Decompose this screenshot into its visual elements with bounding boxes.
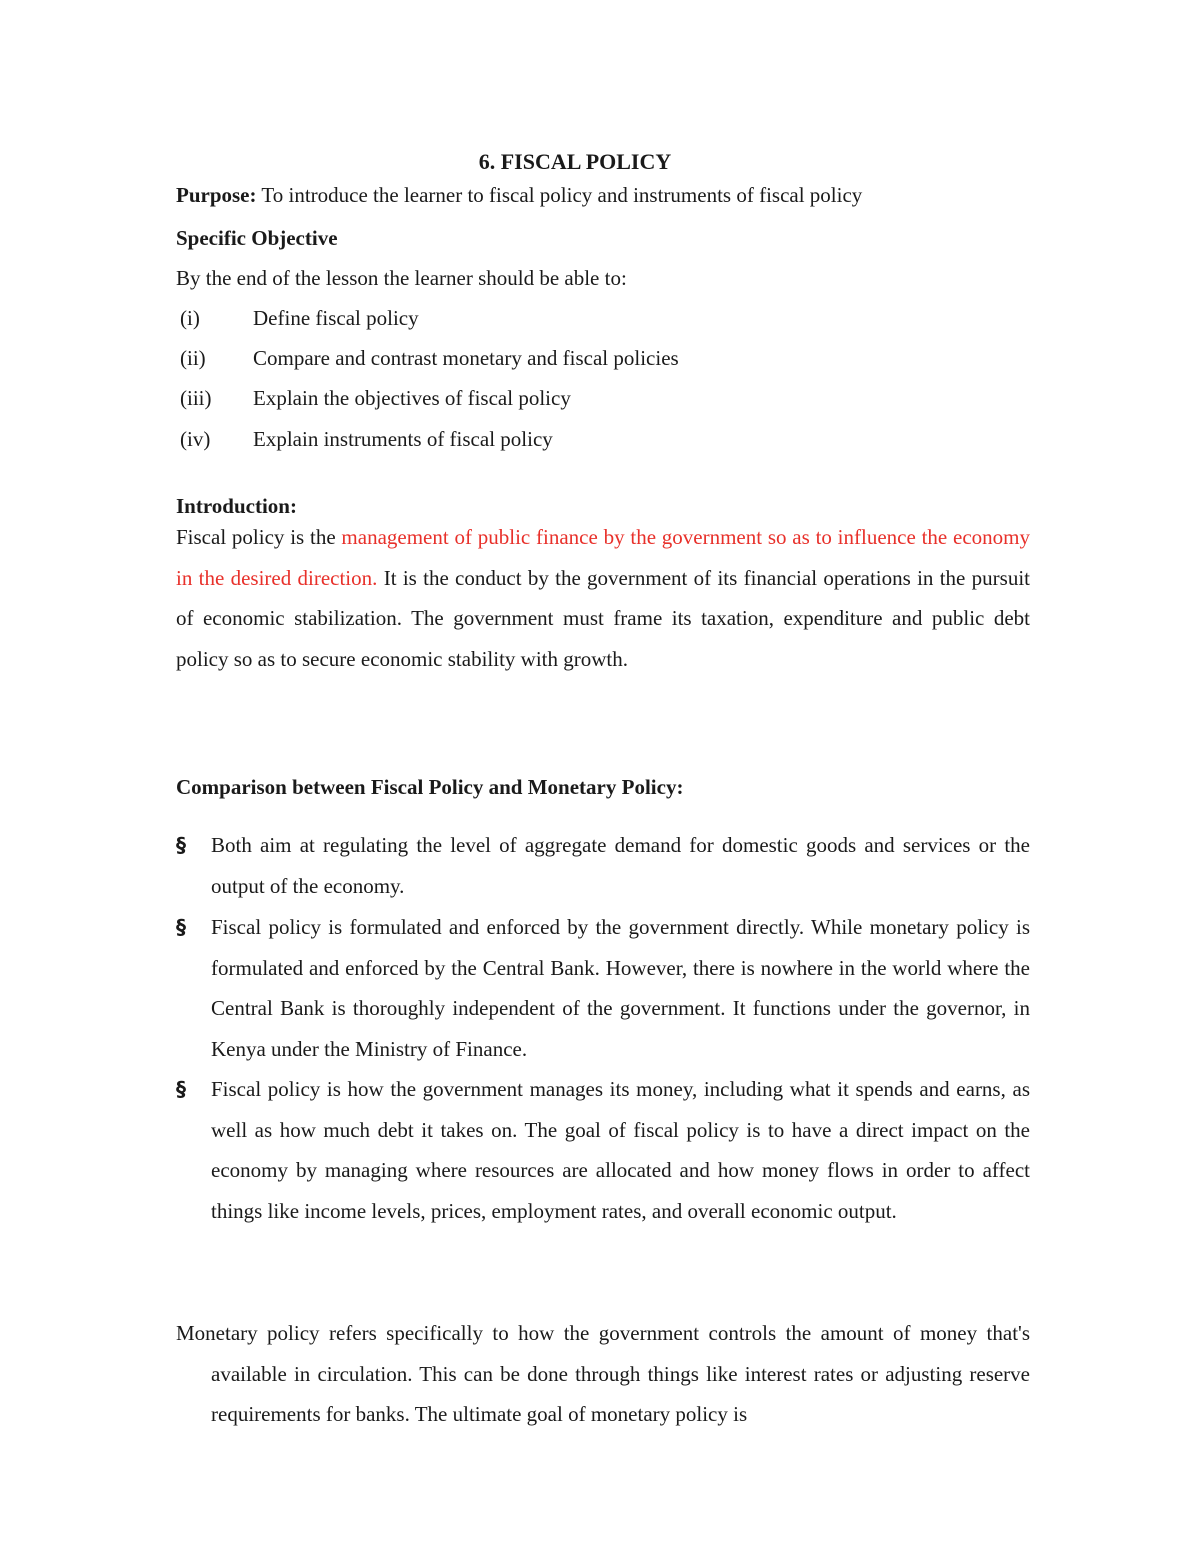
objective-text: Define fiscal policy [253, 306, 419, 330]
objective-number: (ii) [180, 346, 206, 370]
introduction-highlight: management of public finance by the government so as to influence the economy in the desired direction. [176, 525, 1030, 590]
objective-number: (iii) [180, 386, 212, 410]
bullet-marker: § [176, 915, 186, 939]
introduction-pre: Fiscal policy is the [176, 525, 342, 549]
purpose-text: To introduce the learner to fiscal policy and instruments of fiscal policy [256, 183, 863, 207]
comparison-heading: Comparison between Fiscal Policy and Monetary Policy: [176, 775, 684, 799]
introduction-post: It is the conduct by the government of its financial operations in the pursuit of economic stabilization. The government must frame its taxation, expenditure and public debt policy so as to secure economic stability with growth. [176, 565, 1030, 671]
objective-text: Explain instruments of fiscal policy [253, 427, 553, 451]
comparison-point: Fiscal policy is formulated and enforced by the government directly. While monetary policy is formulated and enforced by the Central Bank. However, there is nowhere in the world where the Central Bank is thoroughly independent of the government. It functions under the governor, in Kenya under the Ministry of Finance. [211, 915, 1030, 1061]
bullet-marker: § [176, 833, 186, 857]
objective-number: (i) [180, 306, 200, 330]
purpose-label: Purpose: [176, 183, 257, 207]
specific-objective-heading: Specific Objective [176, 226, 338, 250]
introduction-paragraph [176, 517, 1030, 679]
comparison-point: Both aim at regulating the level of aggregate demand for domestic goods and services or the output of the economy. [211, 833, 1030, 898]
objectives-intro: By the end of the lesson the learner should be able to: [176, 266, 627, 290]
page-title: 6. FISCAL POLICY [478, 149, 672, 174]
introduction-heading: Introduction: [176, 494, 297, 518]
objective-text: Compare and contrast monetary and fiscal policies [253, 346, 679, 370]
comparison-point: Fiscal policy is how the government manages its money, including what it spends and earns, as well as how much debt it takes on. The goal of fiscal policy is to have a direct impact on the economy by managing where resources are allocated and how money flows in order to affect things like income levels, prices, employment rates, and overall economic output. [211, 1077, 1030, 1223]
objective-number: (iv) [180, 427, 211, 451]
purpose-line [176, 181, 1030, 209]
monetary-paragraph: Monetary policy refers specifically to how the government controls the amount of money that's available in circulation. This can be done through things like interest rates or adjusting reserve requirements for banks. The ultimate goal of monetary policy is [176, 1321, 1030, 1427]
objective-text: Explain the objectives of fiscal policy [253, 386, 571, 410]
bullet-marker: § [176, 1077, 186, 1101]
